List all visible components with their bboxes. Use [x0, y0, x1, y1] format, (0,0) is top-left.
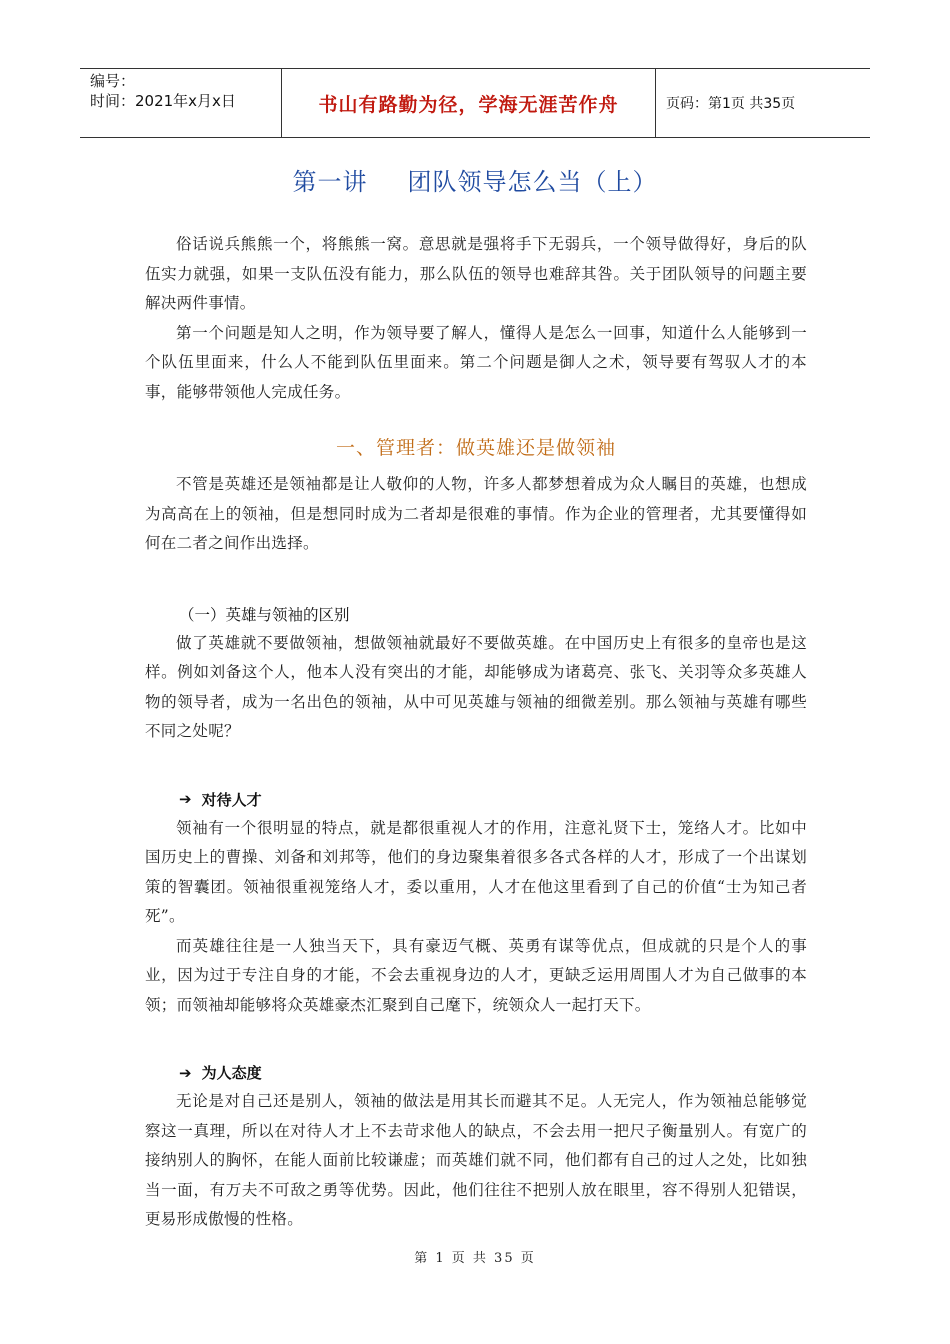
- arrow-right-icon: ➔: [179, 1063, 192, 1082]
- point-2-heading: [179, 1062, 807, 1083]
- arrow-right-icon: ➔: [179, 790, 192, 808]
- date-label: 时间：2021年x月x日: [90, 92, 236, 110]
- point-2-title: 为人态度: [201, 1064, 262, 1082]
- header-meta-cell: [80, 69, 282, 137]
- subsection-1-text: 做了英雄就不要做领袖，想做领袖就最好不要做英雄。在中国历史上有很多的皇帝也是这样。例如刘备这个人，他本人没有突出的才能，却能够成为诸葛亮、张飞、关羽等众多英雄人物的领导者，成为一名出色的领袖，从中可见英雄与领袖的细微差别。那么领袖与英雄有哪些不同之处呢？: [145, 633, 807, 740]
- page-footer: 第 1 页 共 35 页: [414, 1251, 536, 1266]
- document-body: [145, 230, 807, 1235]
- point-2-paragraph-1: 无论是对自己还是别人，领袖的做法是用其长而避其不足。人无完人，作为领袖总能够觉察这一真理，所以在对待人才上不去苛求他人的缺点，不会去用一把尺子衡量别人。有宽广的接纳别人的胸怀，在能人面前比较谦虚；而英雄们就不同，他们都有自己的过人之处，比如独当一面，有万夫不可敌之勇等优势。因此，他们往往不把别人放在眼里，容不得别人犯错误，更易形成傲慢的性格。: [145, 1092, 807, 1228]
- intro-paragraph-1: 俗话说兵熊熊一个，将熊熊一窝。意思就是强将手下无弱兵，一个领导做得好，身后的队伍实力就强，如果一支队伍没有能力，那么队伍的领导也难辞其咎。关于团队领导的问题主要解决两件事情。: [145, 235, 807, 312]
- point-1-title: 对待人才: [201, 790, 262, 809]
- point-1-paragraph-2: 而英雄往往是一人独当天下，具有豪迈气概、英勇有谋等优点，但成就的只是个人的事业，因为过于专注自身的才能，不会去重视身边的人才，更缺乏运用周围人才为自己做事的本领；而领袖却能够将众英雄豪杰汇聚到自己麾下，统领众人一起打天下。: [145, 936, 807, 1014]
- header-motto: 书山有路勤为径，学海无涯苦作舟: [282, 69, 656, 137]
- intro-paragraph-2: 第一个问题是知人之明，作为领导要了解人，懂得人是怎么一回事，知道什么人能够到一个队伍里面来，什么人不能到队伍里面来。第二个问题是御人之术，领导要有驾驭人才的本事，能够带领他人完成任务。: [145, 323, 807, 401]
- header-table: [80, 68, 870, 138]
- point-1-paragraph-1: 领袖有一个很明显的特点，就是都很重视人才的作用，注意礼贤下士，笼络人才。比如中国历史上的曹操、刘备和刘邦等，他们的身边聚集着很多各式各样的人才，形成了一个出谋划策的智囊团。领袖很重视笼络人才，委以重用，人才在他这里看到了自己的价值“士为知己者死”。: [145, 818, 807, 925]
- subsection-1-title: （一）英雄与领袖的区别: [179, 605, 350, 624]
- header-page-info: 页码：第1页 共35页: [666, 96, 796, 112]
- page-title: [0, 162, 950, 197]
- title-lecture-name: 团队领导怎么当（上）: [407, 168, 658, 196]
- section-1-intro: 不管是英雄还是领袖都是让人敬仰的人物，许多人都梦想着成为众人瞩目的英雄，也想成为高高在上的领袖，但是想同时成为二者却是很难的事情。作为企业的管理者，尤其要懂得如何在二者之间作出选择。: [145, 475, 807, 552]
- point-1-heading: [179, 789, 807, 810]
- section-1-title: 一、管理者：做英雄还是做领袖: [335, 437, 616, 459]
- title-lecture-number: 第一讲: [292, 168, 368, 196]
- number-label: 编号：: [90, 72, 136, 90]
